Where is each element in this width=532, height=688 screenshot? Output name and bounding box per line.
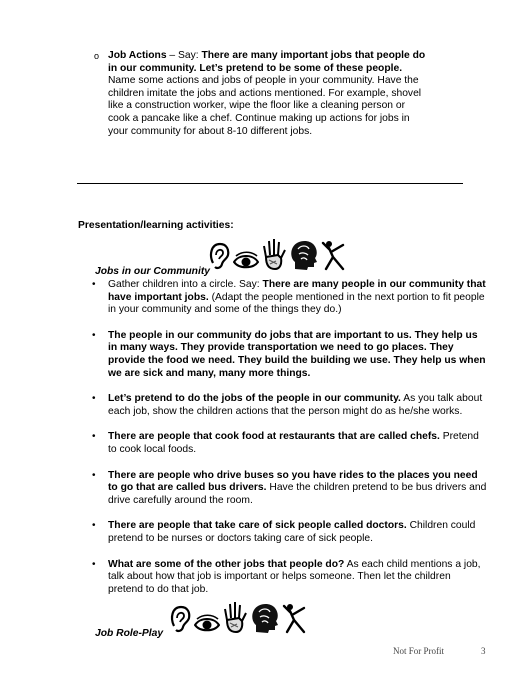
stretching-figure-icon — [321, 239, 347, 271]
job-actions-quote: There are many important jobs that people do in our community. Let’s pretend to be some of these people. — [108, 50, 426, 74]
hand-icon — [261, 237, 287, 271]
activities-list — [92, 279, 487, 596]
list-item: • Let’s pretend to do the jobs of the people in our community. As you talk about each job, show the children actions that the person might do as he/she works. — [92, 393, 483, 417]
list-item: • There are people who drive buses so you have rides to the places you need to go that are called bus drivers. Have the children pretend to be bus drivers and drive carefully around the room. — [92, 469, 487, 506]
list-item: • The people in our community do jobs that are important to us. They help us in many ways. They provide transportation we need to go places. They provide the food we need. They build the building we use. They help us when we are sick and many, many more things. — [92, 329, 486, 379]
job-actions-label: Job Actions — [108, 50, 167, 61]
list-item: • What are some of the other jobs that people do? As each child mentions a job, talk about how that job is important or helps someone. Then let the children pretend to do that job. — [92, 558, 481, 595]
head-profile-icon — [289, 239, 319, 271]
job-actions-instructions: Name some actions and jobs of people in your community. Have the children imitate the jobs and actions mentioned. For example, shovel like a construction worker, wipe the floor like a cleaning person or cook a pancake like a chef. Continue making up actions for jobs in your community for about 8-10 different jobs. — [108, 75, 422, 137]
footer-not-for-profit: Not For Profit — [393, 646, 445, 656]
job-role-play-heading: Job Role-Play — [95, 628, 164, 639]
learning-icons-row — [207, 237, 347, 271]
page-number: 3 — [481, 646, 486, 656]
learning-icons-row — [168, 600, 308, 634]
head-profile-icon — [250, 602, 280, 634]
list-item: • Gather children into a circle. Say: There are many people in our community that have important jobs. (Adapt the people mentioned in the next portion to fit people in your community and some of the things they do.) — [92, 279, 486, 316]
eye-icon — [233, 251, 259, 271]
job-actions-say: – Say: — [166, 50, 202, 61]
list-item: • There are people that cook food at restaurants that are called chefs. Pretend to cook local foods. — [92, 431, 479, 455]
sub-bullet: o — [94, 51, 100, 61]
jobs-in-community-heading: Jobs in our Community — [95, 266, 210, 277]
presentation-heading: Presentation/learning activities: — [78, 220, 234, 231]
hand-icon — [222, 600, 248, 634]
ear-icon — [207, 241, 231, 271]
job-actions-paragraph — [94, 50, 428, 138]
ear-icon — [168, 604, 192, 634]
eye-icon — [194, 614, 220, 634]
stretching-figure-icon — [282, 602, 308, 634]
list-item: • There are people that take care of sick people called doctors. Children could pretend to be nurses or doctors taking care of sick people. — [92, 520, 476, 544]
horizontal-rule — [77, 183, 463, 184]
